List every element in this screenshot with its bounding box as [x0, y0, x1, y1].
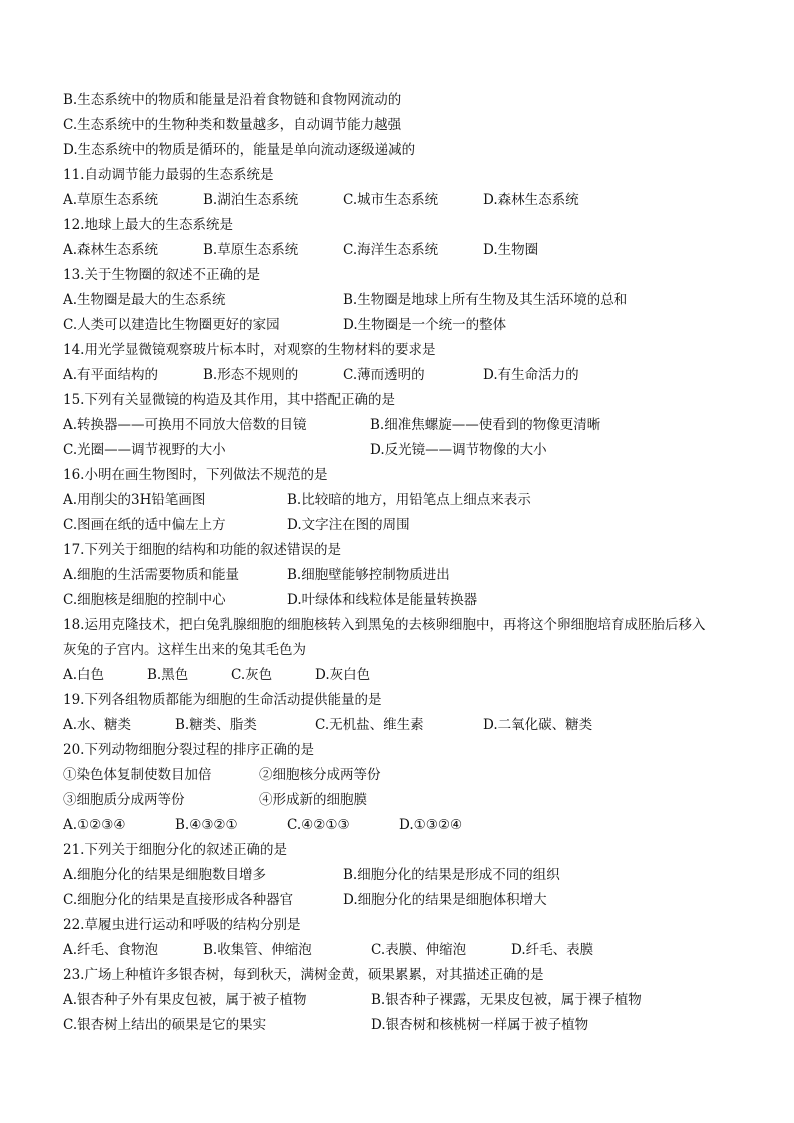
question-17: 17.下列关于细胞的结构和功能的叙述错误的是	[63, 542, 341, 558]
question-18: 18.运用克隆技术，把白兔乳腺细胞的细胞核转入到黑兔的去核卵细胞中，再将这个卵细胞培育成胚胎后移入	[63, 617, 706, 633]
step-3: ③细胞质分成两等份	[63, 792, 185, 808]
option-c: C.细胞核是细胞的控制中心	[63, 592, 226, 608]
option-c: C.薄而透明的	[343, 367, 425, 383]
option-c: C.无机盐、维生素	[315, 717, 424, 733]
option-c: C.海洋生态系统	[343, 242, 439, 258]
option-b: B.比较暗的地方，用铅笔点上细点来表示	[287, 492, 531, 508]
option-d: D.文字注在图的周围	[287, 517, 410, 533]
option-b: B.④③②①	[175, 817, 238, 833]
option-c: C.人类可以建造比生物圈更好的家园	[63, 317, 280, 333]
question-22: 22.草履虫进行运动和呼吸的结构分别是	[63, 917, 301, 933]
option-d: D.二氧化碳、糖类	[483, 717, 593, 733]
option-c: C.银杏树上结出的硕果是它的果实	[63, 1017, 267, 1033]
option-d: D.纤毛、表膜	[511, 942, 594, 958]
option-a: A.有平面结构的	[63, 367, 159, 383]
option-c: C.图画在纸的适中偏左上方	[63, 517, 226, 533]
option-d: D.叶绿体和线粒体是能量转换器	[287, 592, 478, 608]
question-16: 16.小明在画生物图时，下列做法不规范的是	[63, 467, 328, 483]
option-d: D.灰白色	[315, 667, 371, 683]
question-11: 11.自动调节能力最弱的生态系统是	[63, 167, 274, 183]
option-b: B.收集管、伸缩泡	[203, 942, 312, 958]
option-b: B.黑色	[147, 667, 189, 683]
option-d: D.生物圈是一个统一的整体	[343, 317, 507, 333]
option-a: A.用削尖的3H铅笔画图	[63, 492, 206, 508]
option-a: A.生物圈是最大的生态系统	[63, 292, 226, 308]
option-c: C.灰色	[231, 667, 273, 683]
option-a: A.①②③④	[63, 817, 126, 833]
option-line: B.生态系统中的物质和能量是沿着食物链和食物网流动的	[63, 92, 402, 108]
option-c: C.光圈——调节视野的大小	[63, 442, 226, 458]
option-d: D.细胞分化的结果是细胞体积增大	[343, 892, 547, 908]
option-a: A.白色	[63, 667, 105, 683]
step-1: ①染色体复制使数目加倍	[63, 767, 212, 783]
option-c: C.表膜、伸缩泡	[371, 942, 467, 958]
option-d: D.银杏树和核桃树一样属于被子植物	[371, 1017, 589, 1033]
option-d: D.生物圈	[483, 242, 539, 258]
option-a: A.银杏种子外有果皮包被，属于被子植物	[63, 992, 307, 1008]
question-23: 23.广场上种植许多银杏树，每到秋天，满树金黄，硕果累累，对其描述正确的是	[63, 967, 544, 983]
option-line: C.生态系统中的生物种类和数量越多，自动调节能力越强	[63, 117, 402, 133]
step-4: ④形成新的细胞膜	[259, 792, 367, 808]
option-b: B.生物圈是地球上所有生物及其生活环境的总和	[343, 292, 628, 308]
option-a: A.纤毛、食物泡	[63, 942, 159, 958]
option-b: B.细准焦螺旋——使看到的物像更清晰	[370, 417, 601, 433]
option-b: B.银杏种子裸露，无果皮包被，属于裸子植物	[371, 992, 642, 1008]
option-d: D.①③②④	[399, 817, 463, 833]
question-20: 20.下列动物细胞分裂过程的排序正确的是	[63, 742, 314, 758]
option-d: D.森林生态系统	[483, 192, 579, 208]
option-c: C.细胞分化的结果是直接形成各种器官	[63, 892, 294, 908]
option-a: A.草原生态系统	[63, 192, 159, 208]
option-c: C.④②①③	[287, 817, 350, 833]
option-a: A.细胞的生活需要物质和能量	[63, 567, 240, 583]
option-a: A.细胞分化的结果是细胞数目增多	[63, 867, 267, 883]
option-b: B.细胞壁能够控制物质进出	[287, 567, 450, 583]
option-d: D.反光镜——调节物像的大小	[370, 442, 547, 458]
question-13: 13.关于生物圈的叙述不正确的是	[63, 267, 260, 283]
question-18-cont: 灰兔的子宫内。这样生出来的兔其毛色为	[63, 642, 306, 658]
option-b: B.糖类、脂类	[175, 717, 257, 733]
option-b: B.湖泊生态系统	[203, 192, 299, 208]
question-12: 12.地球上最大的生态系统是	[63, 217, 233, 233]
option-a: A.转换器——可换用不同放大倍数的目镜	[63, 417, 307, 433]
option-a: A.水、糖类	[63, 717, 132, 733]
question-14: 14.用光学显微镜观察玻片标本时，对观察的生物材料的要求是	[63, 342, 436, 358]
step-2: ②细胞核分成两等份	[259, 767, 381, 783]
option-line: D.生态系统中的物质是循环的，能量是单向流动逐级递减的	[63, 142, 416, 158]
option-a: A.森林生态系统	[63, 242, 159, 258]
option-c: C.城市生态系统	[343, 192, 439, 208]
option-b: B.细胞分化的结果是形成不同的组织	[343, 867, 560, 883]
question-19: 19.下列各组物质都能为细胞的生命活动提供能量的是	[63, 692, 382, 708]
option-d: D.有生命活力的	[483, 367, 579, 383]
option-b: B.形态不规则的	[203, 367, 299, 383]
question-15: 15.下列有关显微镜的构造及其作用，其中搭配正确的是	[63, 392, 395, 408]
question-21: 21.下列关于细胞分化的叙述正确的是	[63, 842, 287, 858]
option-b: B.草原生态系统	[203, 242, 299, 258]
